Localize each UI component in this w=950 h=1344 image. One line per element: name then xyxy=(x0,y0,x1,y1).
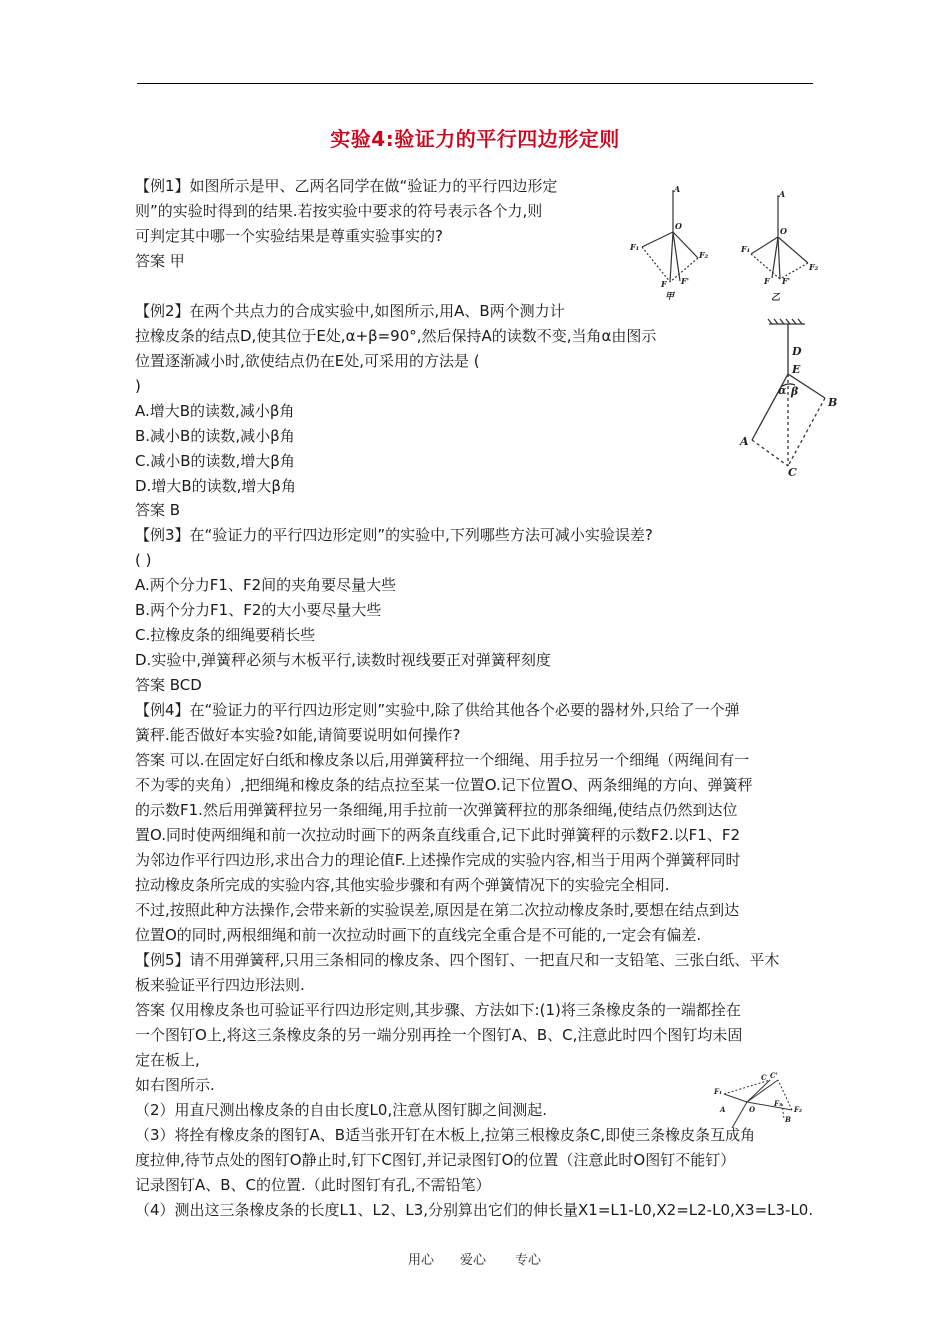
text-line: 位置逐渐减小时,欲使结点仍在E处,可采用的方法是 ( xyxy=(135,352,480,370)
label-f2: F₂ xyxy=(809,262,819,272)
label-o: O xyxy=(749,1105,756,1114)
text-line: 记录图钉A、B、C的位置.（此时图钉有孔,不需铅笔） xyxy=(135,1176,491,1194)
label-f2: F₂ xyxy=(794,1105,803,1114)
option-line: B.减小B的读数,减小β角 xyxy=(135,427,295,445)
text-line: 簧秤.能否做好本实验?如能,请简要说明如何操作? xyxy=(135,726,461,744)
label-b: B xyxy=(828,396,838,409)
text-line: 定在板上, xyxy=(135,1051,200,1069)
text-line: 为邻边作平行四边形,求出合力的理论值F.上述操作完成的实验内容,相当于用两个弹簧秤同时 xyxy=(135,851,741,869)
label-o: O xyxy=(780,226,787,236)
figure-3-rubber-band-diagram xyxy=(712,1072,822,1132)
text-line: （3）将拴有橡皮条的图钉A、B适当张开钉在木板上,拉第三根橡皮条C,即使三条橡皮条互成角 xyxy=(135,1126,756,1144)
header-rule xyxy=(137,83,813,84)
figure-1-force-diagrams xyxy=(620,180,830,305)
figure-2-hanging-diagram xyxy=(735,318,845,483)
label-a: A xyxy=(720,1105,726,1114)
text-line: 度拉伸,待节点处的图钉O静止时,钉下C图钉,并记录图钉O的位置（注意此时O图钉不能钉） xyxy=(135,1151,736,1169)
answer-line: 答案 B xyxy=(135,501,181,519)
label-f1: F₁ xyxy=(630,242,640,252)
label-f3: F₃ xyxy=(774,1099,783,1108)
text-line: 拉橡皮条的结点D,使其位于E处,α+β=90°,然后保持A的读数不变,当角α由图示 xyxy=(135,327,657,345)
answer-line: 答案 BCD xyxy=(135,676,202,694)
caption-yi: 乙 xyxy=(771,293,781,303)
text-line: ( ) xyxy=(135,551,152,569)
footer-item: 爱心 xyxy=(460,1253,487,1268)
option-line: C.减小B的读数,增大β角 xyxy=(135,452,295,470)
label-e: E xyxy=(792,363,801,376)
text-line: 如右图所示. xyxy=(135,1076,215,1094)
label-f-prime: F' xyxy=(782,276,791,286)
text-line: （2）用直尺测出橡皮条的自由长度L0,注意从图钉脚之间测起. xyxy=(135,1101,547,1119)
option-line: A.增大B的读数,减小β角 xyxy=(135,402,295,420)
option-line: C.拉橡皮条的细绳要稍长些 xyxy=(135,626,316,644)
label-a: A xyxy=(779,189,786,199)
footer-item: 专心 xyxy=(515,1253,542,1268)
text-line: 一个图钉O上,将这三条橡皮条的另一端分别再拴一个图钉A、B、C,注意此时四个图钉均未固 xyxy=(135,1026,743,1044)
text-line: 则”的实验时得到的结果.若按实验中要求的符号表示各个力,则 xyxy=(135,202,543,220)
option-line: D.增大B的读数,增大β角 xyxy=(135,477,296,495)
answer-line: 答案 甲 xyxy=(135,252,185,270)
text-line: ) xyxy=(135,377,141,395)
text-line: 【例2】在两个共点力的合成实验中,如图所示,用A、B两个测力计 xyxy=(135,302,565,320)
option-line: D.实验中,弹簧秤必须与木板平行,读数时视线要正对弹簧秤刻度 xyxy=(135,651,551,669)
label-f: F xyxy=(764,276,770,286)
text-line: 板来验证平行四边形法则. xyxy=(135,976,305,994)
label-c-prime: C' xyxy=(770,1071,778,1080)
label-f: F xyxy=(661,279,667,289)
text-line: 【例3】在“验证力的平行四边形定则”的实验中,下列哪些方法可减小实验误差? xyxy=(135,526,653,544)
label-c: C xyxy=(788,466,797,479)
label-alpha: α xyxy=(778,384,787,397)
label-f1: F₁ xyxy=(741,244,751,254)
label-f1: F₁ xyxy=(714,1087,723,1096)
text-line: 不过,按照此种方法操作,会带来新的实验误差,原因是在第二次拉动橡皮条时,要想在结点到达 xyxy=(135,901,740,919)
label-a: A xyxy=(740,435,749,448)
text-line: 置O.同时使两细绳和前一次拉动时画下的两条直线重合,记下此时弹簧秤的示数F2.以F1、F2 xyxy=(135,826,741,844)
label-f-prime: F' xyxy=(681,276,690,286)
text-line: 可判定其中哪一个实验结果是尊重实验事实的? xyxy=(135,227,443,245)
text-line: （4）测出这三条橡皮条的长度L1、L2、L3,分别算出它们的伸长量X1=L1-L0,X2=L2-L0,X3=L3-L0. xyxy=(135,1201,814,1219)
label-a: A xyxy=(674,184,681,194)
label-o: O xyxy=(675,221,682,231)
option-line: B.两个分力F1、F2的大小要尽量大些 xyxy=(135,601,382,619)
label-f2: F₂ xyxy=(699,250,709,260)
option-line: A.两个分力F1、F2间的夹角要尽量大些 xyxy=(135,576,397,594)
label-b: B xyxy=(785,1115,791,1124)
label-d: D xyxy=(792,345,802,358)
answer-line: 答案 可以.在固定好白纸和橡皮条以后,用弹簧秤拉一个细绳、用手拉另一个细绳（两绳间有一 xyxy=(135,751,750,769)
text-line: 【例1】如图所示是甲、乙两名同学在做“验证力的平行四边形定 xyxy=(135,177,558,195)
text-line: 不为零的夹角）,把细绳和橡皮条的结点拉至某一位置O.记下位置O、两条细绳的方向、弹簧秤 xyxy=(135,776,753,794)
caption-jia: 甲 xyxy=(665,292,675,302)
text-line: 位置O的同时,两根细绳和前一次拉动时画下的直线完全重合是不可能的,一定会有偏差. xyxy=(135,926,702,944)
text-line: 的示数F1.然后用弹簧秤拉另一条细绳,用手拉前一次弹簧秤拉的那条细绳,使结点仍然到达位 xyxy=(135,801,738,819)
footer-item: 用心 xyxy=(408,1253,435,1268)
text-line: 【例4】在“验证力的平行四边形定则”实验中,除了供给其他各个必要的器材外,只给了一个弹 xyxy=(135,701,740,719)
answer-line: 答案 仅用橡皮条也可验证平行四边形定则,其步骤、方法如下:(1)将三条橡皮条的一端都拴在 xyxy=(135,1001,741,1019)
label-beta: β xyxy=(791,385,799,398)
label-c: C xyxy=(761,1073,767,1082)
page-title: 实验4:验证力的平行四边形定则 xyxy=(330,127,620,151)
text-line: 拉动橡皮条所完成的实验内容,其他实验步骤和有两个弹簧情况下的实验完全相同. xyxy=(135,876,670,894)
text-line: 【例5】请不用弹簧秤,只用三条相同的橡皮条、四个图钉、一把直尺和一支铅笔、三张白纸、平木 xyxy=(135,951,780,969)
